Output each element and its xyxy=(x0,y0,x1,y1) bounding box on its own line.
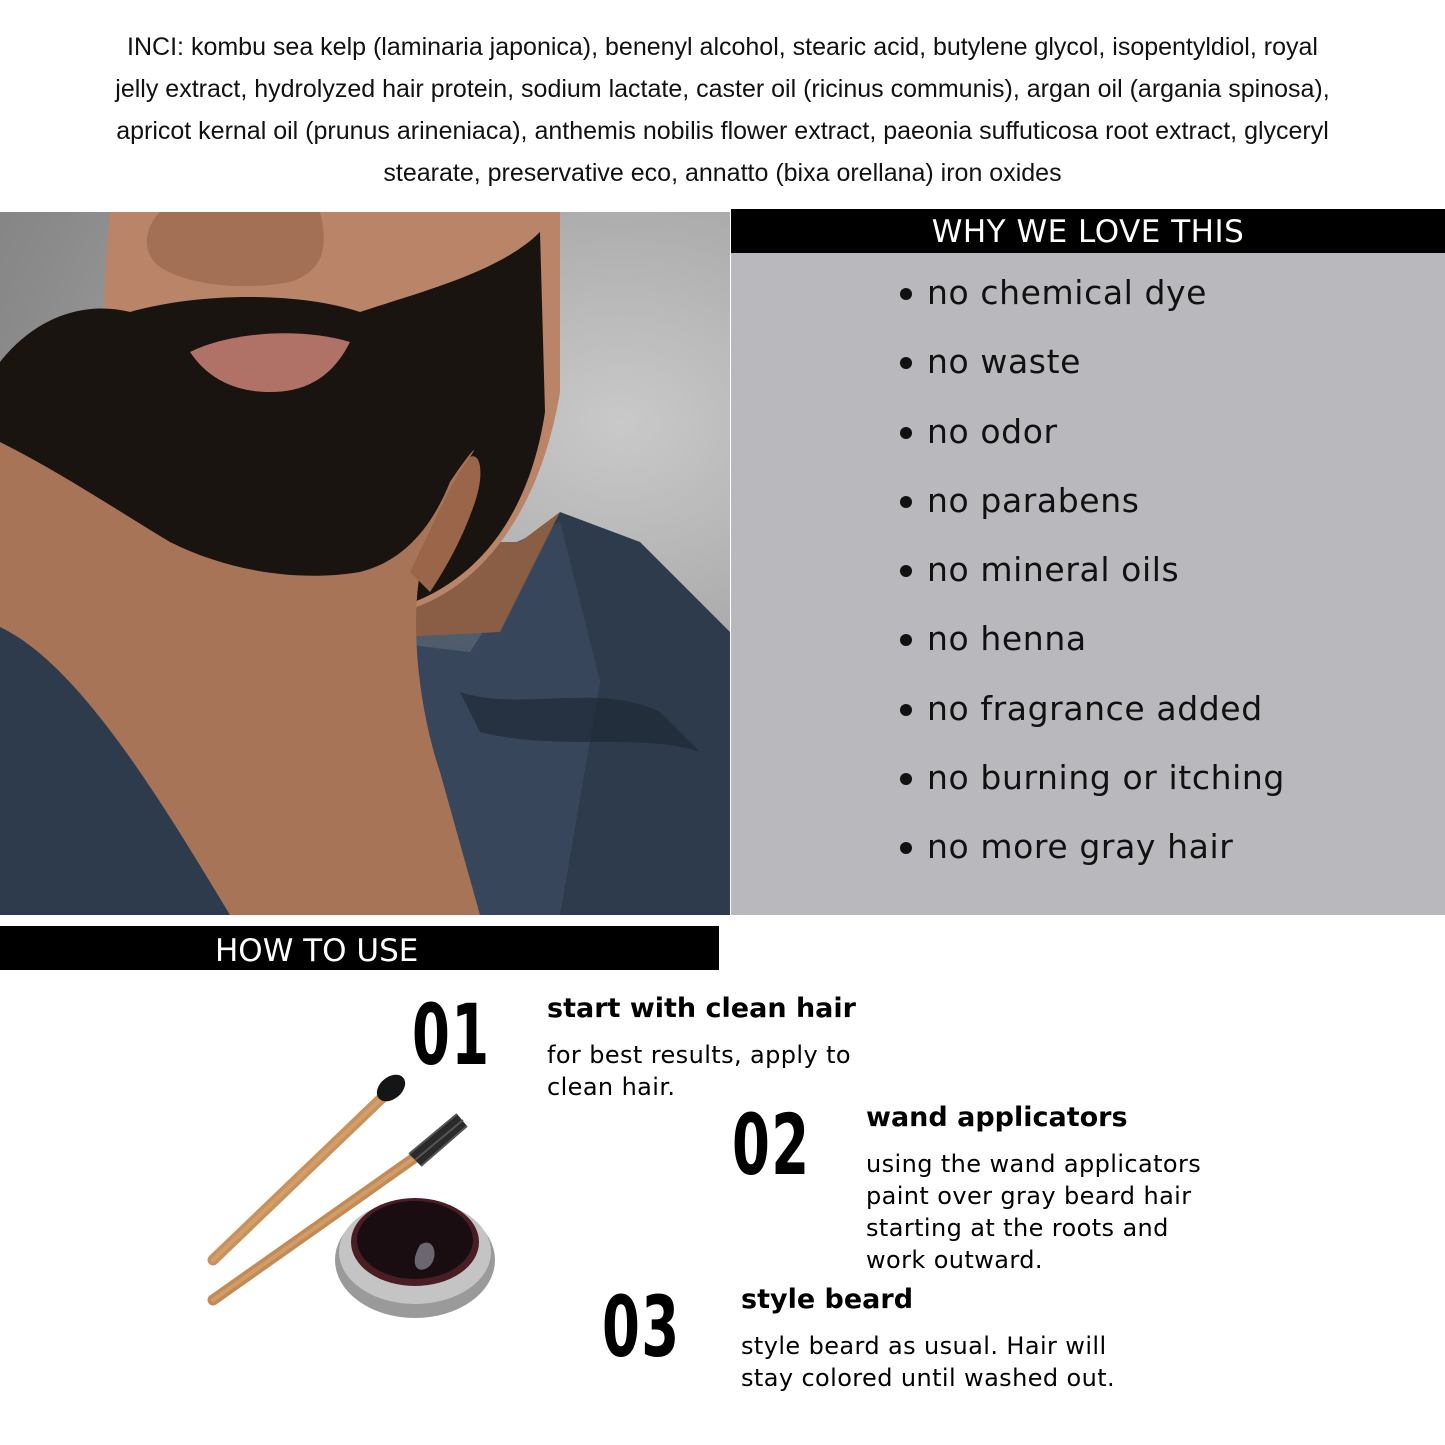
product-image xyxy=(195,1070,505,1320)
ingredients-line: jelly extract, hydrolyzed hair protein, sodium lactate, caster oil (ricinus communis), argan oil (argania spinosa), xyxy=(115,75,1330,103)
step-desc-line: work outward. xyxy=(866,1246,1043,1274)
step-number-01: 01 xyxy=(412,986,491,1084)
benefit-item xyxy=(897,550,1285,619)
bullet-icon xyxy=(900,357,912,369)
benefit-label: no chemical dye xyxy=(927,273,1208,312)
step-desc-line: starting at the roots and xyxy=(866,1214,1169,1242)
benefit-item xyxy=(897,273,1285,342)
step-title-02: wand applicators xyxy=(866,1102,1128,1133)
benefits-list xyxy=(897,273,1285,897)
step-number-03: 03 xyxy=(602,1278,681,1376)
benefit-item xyxy=(897,342,1285,411)
why-we-love-header: WHY WE LOVE THIS xyxy=(731,209,1445,253)
ingredients-line: INCI: kombu sea kelp (laminaria japonica), benenyl alcohol, stearic acid, butylene glycol, isopentyldiol, royal xyxy=(127,33,1318,61)
bearded-man-photo xyxy=(0,212,730,915)
bullet-icon xyxy=(900,773,912,785)
step-desc-line: for best results, apply to xyxy=(547,1041,852,1069)
step-desc-02 xyxy=(866,1148,1201,1276)
benefit-label: no fragrance added xyxy=(927,688,1263,728)
benefit-label: no burning or itching xyxy=(927,758,1285,798)
wand-applicators-and-jar-icon xyxy=(195,1070,505,1320)
step-number-02: 02 xyxy=(732,1096,811,1194)
bullet-icon xyxy=(900,842,912,854)
step-desc-line: using the wand applicators xyxy=(866,1150,1202,1178)
ingredients-line: apricot kernal oil (prunus arineniaca), anthemis nobilis flower extract, paeonia suffuticosa root extract, glyceryl xyxy=(116,117,1329,145)
step-desc-01 xyxy=(547,1039,851,1103)
benefit-item xyxy=(897,827,1285,896)
benefit-item xyxy=(897,758,1285,827)
step-desc-line: style beard as usual. Hair will xyxy=(741,1332,1107,1360)
bullet-icon xyxy=(900,427,912,439)
benefit-label: no odor xyxy=(927,411,1058,451)
benefit-label: no parabens xyxy=(927,480,1140,520)
how-to-use-header xyxy=(0,926,719,970)
ingredients-line: stearate, preservative eco, annatto (bixa orellana) iron oxides xyxy=(383,159,1062,187)
bearded-man-illustration xyxy=(0,212,730,915)
how-to-use-title: HOW TO USE xyxy=(215,933,419,969)
step-desc-line: paint over gray beard hair xyxy=(866,1182,1192,1210)
step-title-03: style beard xyxy=(741,1284,914,1315)
step-desc-line: stay colored until washed out. xyxy=(741,1364,1116,1392)
step-title-01: start with clean hair xyxy=(547,993,856,1024)
step-desc-line: clean hair. xyxy=(547,1073,676,1101)
benefit-label: no more gray hair xyxy=(927,827,1234,867)
benefit-label: no mineral oils xyxy=(927,550,1180,590)
step-desc-03 xyxy=(741,1330,1115,1394)
bullet-icon xyxy=(900,704,912,716)
benefit-item xyxy=(897,619,1285,688)
benefit-item xyxy=(897,412,1285,481)
benefit-label: no henna xyxy=(927,619,1087,659)
benefit-item xyxy=(897,481,1285,550)
bullet-icon xyxy=(900,565,912,577)
bullet-icon xyxy=(900,634,912,646)
benefit-label: no waste xyxy=(927,342,1082,382)
ingredients-text xyxy=(30,26,1415,194)
bullet-icon xyxy=(900,288,912,300)
benefit-item xyxy=(897,689,1285,758)
why-we-love-panel xyxy=(731,253,1445,915)
bullet-icon xyxy=(900,496,912,508)
